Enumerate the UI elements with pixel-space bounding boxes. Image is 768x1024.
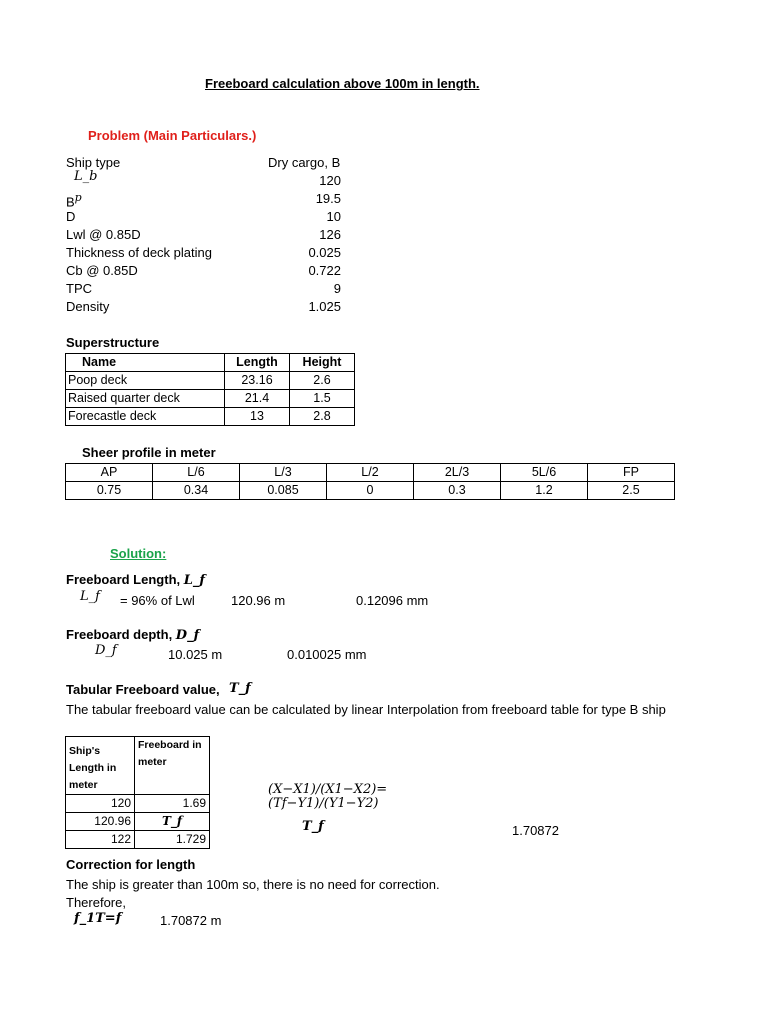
column-header: L/2	[327, 464, 414, 482]
column-header-freeboard: Freeboard in meter	[135, 737, 210, 795]
freeboard-depth-label: Freeboard depth, D_f	[66, 627, 200, 643]
table-header-row	[66, 737, 210, 795]
tabular-freeboard-label: Tabular Freeboard value,	[66, 682, 220, 697]
table-cell: Forecastle deck	[66, 408, 225, 426]
interpolation-result-value: 1.70872	[512, 823, 559, 838]
column-header-ship-length: Ship's Length in meter	[66, 737, 135, 795]
particular-value-cb: 0.722	[308, 263, 341, 278]
tabular-freeboard-text: The tabular freeboard value can be calculated by linear Interpolation from freeboard table for type B ship	[66, 702, 666, 717]
table-cell: 1.2	[501, 482, 588, 500]
particular-label-cb: Cb @ 0.85D	[66, 263, 138, 278]
column-header: 2L/3	[414, 464, 501, 482]
table-row	[66, 795, 210, 813]
tabular-freeboard-symbol: T_f	[229, 681, 251, 696]
table-cell: 0	[327, 482, 414, 500]
table-cell: 120.96	[66, 813, 135, 831]
table-cell: T_f	[135, 813, 210, 831]
therefore-text: Therefore,	[66, 895, 126, 910]
interpolation-equation-line1: (X−X1)/(X1−X2)=	[268, 782, 388, 797]
table-cell: Raised quarter deck	[66, 390, 225, 408]
interpolation-equation-line2: (Tf−Y1)/(Y1−Y2)	[268, 796, 379, 811]
table-row	[66, 390, 355, 408]
table-cell: 2.6	[290, 372, 355, 390]
table-row	[66, 482, 675, 500]
table-cell: 1.729	[135, 831, 210, 849]
freeboard-depth-value-mm: 0.010025 mm	[287, 647, 367, 662]
table-row	[66, 813, 210, 831]
superstructure-table	[65, 353, 355, 426]
final-freeboard-symbol: f_1T=f	[74, 911, 122, 926]
table-cell: 0.34	[153, 482, 240, 500]
column-header: L/3	[240, 464, 327, 482]
particular-value-tpc: 9	[333, 281, 341, 296]
table-cell: Poop deck	[66, 372, 225, 390]
table-row	[66, 831, 210, 849]
table-cell: 13	[225, 408, 290, 426]
particular-value-lwl: 126	[319, 227, 341, 242]
table-cell: 2.5	[588, 482, 675, 500]
table-header-row	[66, 354, 355, 372]
freeboard-depth-sym-line: D_f	[95, 643, 117, 658]
particular-value-d: 10	[326, 209, 341, 224]
freeboard-length-value-m: 120.96 m	[231, 593, 286, 608]
table-cell: 2.8	[290, 408, 355, 426]
freeboard-length-sym-line: L_f	[80, 589, 100, 604]
problem-heading: Problem (Main Particulars.)	[88, 128, 257, 143]
particular-label-lb: L_b	[74, 169, 98, 184]
final-freeboard-value: 1.70872 m	[160, 913, 222, 928]
particular-value-b: 19.5	[315, 191, 341, 206]
column-header: AP	[66, 464, 153, 482]
table-cell: 23.16	[225, 372, 290, 390]
freeboard-length-value-mm: 0.12096 mm	[356, 593, 429, 608]
column-header-name: Name	[66, 354, 225, 372]
solution-heading: Solution:	[110, 546, 167, 561]
particular-label-d: D	[66, 209, 76, 224]
column-header: 5L/6	[501, 464, 588, 482]
correction-text: The ship is greater than 100m so, there is no need for correction.	[66, 877, 440, 892]
superstructure-heading: Superstructure	[66, 335, 160, 350]
particular-value-ship-type: Dry cargo, B	[268, 155, 341, 170]
freeboard-depth-value-m: 10.025 m	[168, 647, 223, 662]
correction-heading: Correction for length	[66, 857, 196, 872]
particular-value-lb: 120	[319, 173, 341, 188]
particular-label-thickness: Thickness of deck plating	[66, 245, 212, 260]
particular-value-density: 1.025	[308, 299, 341, 314]
column-header-length: Length	[225, 354, 290, 372]
table-cell: 0.085	[240, 482, 327, 500]
table-row	[66, 408, 355, 426]
table-cell: 0.75	[66, 482, 153, 500]
table-header-row	[66, 464, 675, 482]
particular-label-ship-type: Ship type	[66, 155, 121, 170]
table-cell: 120	[66, 795, 135, 813]
page-title: Freeboard calculation above 100m in length.	[205, 76, 480, 91]
interpolation-table	[65, 736, 210, 849]
table-cell: 1.69	[135, 795, 210, 813]
table-row	[66, 372, 355, 390]
particular-value-thickness: 0.025	[308, 245, 341, 260]
table-cell: 1.5	[290, 390, 355, 408]
freeboard-length-label: Freeboard Length, L_f	[66, 572, 205, 588]
table-cell: 21.4	[225, 390, 290, 408]
table-cell: 122	[66, 831, 135, 849]
freeboard-length-formula: = 96% of Lwl	[120, 593, 195, 608]
particular-label-b: $B^p$	[66, 191, 82, 210]
column-header-height: Height	[290, 354, 355, 372]
particular-label-lwl: Lwl @ 0.85D	[66, 227, 141, 242]
sheer-heading: Sheer profile in meter	[82, 445, 216, 460]
sheer-profile-table	[65, 463, 675, 500]
table-cell: 0.3	[414, 482, 501, 500]
particular-label-density: Density	[66, 299, 110, 314]
interpolation-result-symbol: T_f	[302, 819, 324, 834]
particular-label-tpc: TPC	[66, 281, 92, 296]
column-header: L/6	[153, 464, 240, 482]
freeboard-depth-symbol: D_f	[175, 628, 200, 643]
column-header: FP	[588, 464, 675, 482]
freeboard-length-symbol: L_f	[183, 573, 205, 588]
